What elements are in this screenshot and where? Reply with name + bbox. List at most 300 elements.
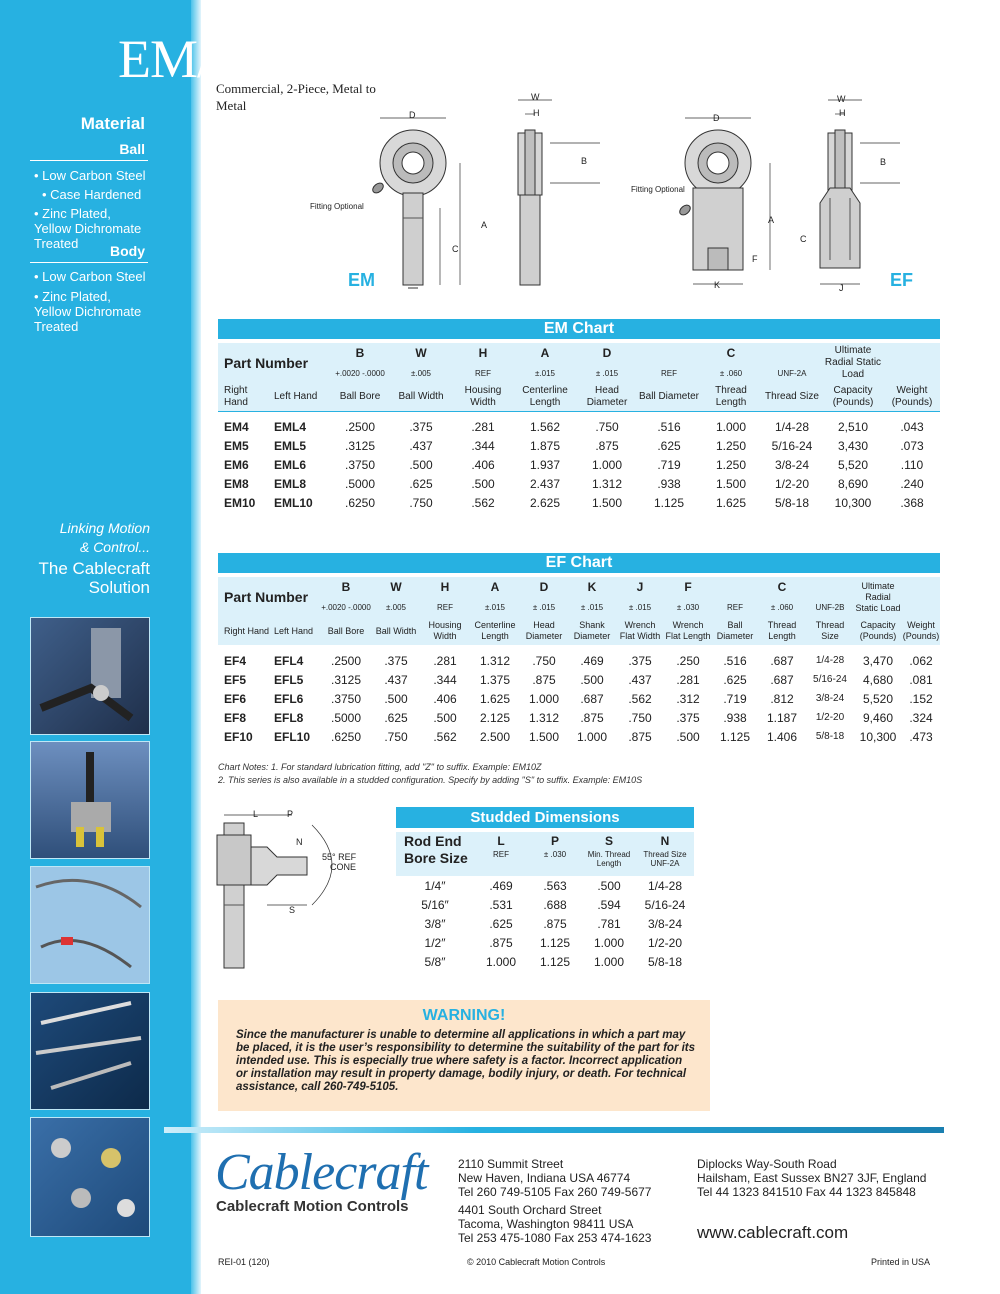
desc-ball-bore: Ball Bore [339, 390, 381, 402]
rod-end-header: Rod End [404, 833, 462, 849]
cell: EF5 [224, 672, 247, 687]
cell: EFL4 [274, 653, 304, 668]
cell: .750 [532, 653, 556, 668]
cell: .625 [384, 710, 408, 725]
address-tacoma [458, 1203, 651, 1245]
ball-item-3: • Zinc Plated, Yellow Dichromate Treated [34, 206, 142, 251]
cell: 2.437 [529, 476, 561, 491]
divider [30, 262, 148, 263]
right-hand-header: Right Hand [224, 625, 270, 636]
cell: .500 [384, 691, 408, 706]
cell: .750 [384, 729, 408, 744]
address-line: Tacoma, Washington 98411 USA [458, 1217, 634, 1231]
cell: .938 [657, 476, 681, 491]
table-row [218, 651, 940, 670]
cell: .375 [628, 653, 652, 668]
part-number-header: Part Number [224, 355, 309, 371]
tol-w: ±.005 [411, 368, 431, 378]
tol-k: ± .015 [580, 602, 604, 612]
cell: 1.000 [576, 729, 608, 744]
studded-dim-p: P [287, 809, 294, 819]
sub-l: REF [493, 850, 509, 859]
ef-chart-title: EF Chart [218, 553, 940, 573]
desc-wrench-flat-length: Wrench Flat Length [665, 620, 711, 641]
cell: .473 [909, 729, 933, 744]
studded-title: Studded Dimensions [396, 807, 694, 828]
table-row [218, 436, 940, 455]
em-dim-d: D [409, 110, 416, 120]
cell: .500 [433, 710, 457, 725]
cell: EML8 [274, 476, 307, 491]
em-chart-title: EM Chart [218, 319, 940, 339]
cell: 1.125 [539, 935, 571, 950]
desc-ball-width: Ball Width [398, 390, 444, 402]
cell: .6250 [330, 729, 362, 744]
cell: 3/8-24 [647, 916, 683, 931]
cell: .594 [597, 897, 621, 912]
doc-code: REI-01 (120) [218, 1257, 270, 1267]
sub-n: Thread Size UNF-2A [643, 850, 687, 868]
desc-ball-bore: Ball Bore [327, 625, 365, 636]
cell: .750 [409, 495, 433, 510]
ef-side-view [820, 100, 900, 284]
cell: .516 [723, 653, 747, 668]
cell: .781 [597, 916, 621, 931]
code-d: D [539, 580, 549, 594]
left-hand-header: Left Hand [274, 625, 314, 636]
tol-a: ±.015 [485, 602, 505, 612]
cell: .562 [471, 495, 495, 510]
studded-dim-l: L [253, 809, 259, 819]
cell: .875 [595, 438, 619, 453]
tagline-3: The Cablecraft [38, 559, 150, 578]
cell: .875 [628, 729, 652, 744]
cell: .562 [433, 729, 457, 744]
cell: .875 [580, 710, 604, 725]
photo-cable-controls [30, 617, 150, 735]
cell: 1/2″ [424, 935, 446, 950]
desc-thread-size: Thread Size [765, 390, 819, 402]
website-link[interactable]: www.cablecraft.com [697, 1223, 849, 1242]
address-line: Hailsham, East Sussex BN27 3JF, England [697, 1171, 927, 1185]
cell: .500 [597, 878, 621, 893]
cell: .500 [471, 476, 495, 491]
desc-thread-length: Thread Length [715, 384, 747, 408]
sub-s: Min. Thread Length [587, 850, 631, 868]
cell: .437 [628, 672, 652, 687]
address-line: 2110 Summit Street [458, 1157, 564, 1171]
cell: .875 [543, 916, 567, 931]
cell: 5,520 [837, 457, 869, 472]
cell: .281 [433, 653, 457, 668]
code-b: B [341, 580, 351, 594]
cell: 3,470 [862, 653, 894, 668]
em-front-view [371, 118, 460, 288]
ef-dim-f: F [752, 254, 758, 264]
cell: 1.500 [591, 495, 623, 510]
cell: .375 [384, 653, 408, 668]
cell: 4,680 [862, 672, 894, 687]
cell: .110 [900, 457, 924, 472]
ef-dim-b: B [880, 157, 887, 167]
cell: 5/16″ [421, 897, 449, 912]
cell: 10,300 [834, 495, 872, 510]
code-blank [712, 577, 758, 597]
em-dim-b: B [581, 156, 588, 166]
ultimate-header: Ultimate Radial Static Load [855, 580, 901, 613]
tol-thread: UNF-2A [777, 368, 807, 378]
tol-thread: UNF-2B [815, 602, 845, 612]
studded-table [396, 832, 694, 971]
address-line: Tel 44 1323 841510 Fax 44 1323 845848 [697, 1185, 916, 1199]
cell: .875 [532, 672, 556, 687]
tol-j: ± .015 [628, 602, 652, 612]
code-w: W [390, 580, 402, 594]
cell: EFL5 [274, 672, 304, 687]
table-row [218, 708, 940, 727]
desc-shank-diameter: Shank Diameter [573, 620, 611, 641]
tol-f: ± .030 [676, 602, 700, 612]
cell: 1.000 [528, 691, 560, 706]
em-desc-row [218, 383, 940, 411]
ef-dim-h: H [839, 108, 846, 118]
cell: .469 [489, 878, 513, 893]
cell: .368 [900, 495, 924, 510]
table-row [396, 876, 694, 895]
table-row [218, 727, 940, 746]
address-line: New Haven, Indiana USA 46774 [458, 1171, 631, 1185]
cell: .2500 [344, 419, 376, 434]
cell: 1/2-20 [815, 712, 845, 723]
cell: 1.125 [719, 729, 751, 744]
rod-end-diagrams [300, 88, 960, 298]
cell: 1.562 [529, 419, 561, 434]
code-a: A [490, 580, 500, 594]
em-label: EM [348, 270, 375, 290]
cell: .516 [657, 419, 681, 434]
cell: 1.187 [766, 710, 798, 725]
code-j: J [636, 580, 644, 594]
sub-p: ± .030 [543, 850, 567, 859]
cell: EML10 [274, 495, 313, 510]
cablecraft-logo: Cablecraft [215, 1144, 428, 1201]
cell: .043 [900, 419, 924, 434]
cell: .5000 [344, 476, 376, 491]
ultimate-header: Ultimate Radial Static Load [824, 345, 882, 380]
cell: .5000 [330, 710, 362, 725]
cell: EML6 [274, 457, 307, 472]
cell: .750 [595, 419, 619, 434]
photo-rod-ends [30, 1117, 150, 1237]
code-w: W [415, 346, 427, 360]
cell: 2,510 [837, 419, 869, 434]
cell: .062 [909, 653, 933, 668]
cell: .719 [657, 457, 681, 472]
cell: 5/8″ [424, 954, 446, 969]
cell: 3/8-24 [815, 693, 845, 704]
tol-c: ± .060 [770, 602, 794, 612]
cell: .687 [770, 672, 794, 687]
code-l: L [497, 834, 505, 848]
cell: 2.625 [529, 495, 561, 510]
cell: .281 [676, 672, 700, 687]
photo-rod-ends-art [31, 1118, 149, 1236]
cell: 1.250 [715, 438, 747, 453]
address-line: Tel 260 749-5105 Fax 260 749-5677 [458, 1185, 652, 1199]
cone-label-2: CONE [330, 862, 357, 872]
cell: EM6 [224, 457, 249, 472]
cell: .437 [409, 438, 433, 453]
page-title: EM/EF [118, 29, 273, 89]
tol-w: ±.005 [386, 602, 406, 612]
desc-housing-width: Housing Width [428, 620, 462, 641]
desc-ball-diameter: Ball Diameter [638, 390, 700, 402]
cell: 1.625 [715, 495, 747, 510]
footer-rule [164, 1127, 944, 1133]
studded-diagram [212, 805, 387, 975]
chart-note-2: 2. This series is also available in a studded configuration. Specify by adding "S" to suffix. Example: EM10S [218, 775, 643, 785]
cell: 1.000 [715, 419, 747, 434]
cell: .375 [409, 419, 433, 434]
cell: .719 [723, 691, 747, 706]
tol-ref: REF [661, 368, 677, 378]
desc-housing-width: Housing Width [464, 384, 502, 408]
cell: .750 [628, 710, 652, 725]
cell: 1.312 [528, 710, 560, 725]
tol-d: ± .015 [532, 602, 556, 612]
cell: 1/4-28 [647, 878, 683, 893]
table-row [218, 689, 940, 708]
page-subtitle: Commercial, 2-Piece, Metal to Metal [216, 81, 376, 113]
part-number-header: Part Number [224, 589, 309, 605]
ball-item-1: • Low Carbon Steel [34, 168, 146, 183]
table-row [396, 933, 694, 952]
table-row [218, 493, 940, 512]
code-c: C [777, 580, 787, 594]
cell: 1/4-28 [774, 419, 810, 434]
cell: EF4 [224, 653, 247, 668]
warning-text: Since the manufacturer is unable to determine all applications in which a part may be placed, it is the user’s responsibility to determine the suitability of the part for its intended use. This is especially true where safety is a factor. Incorrect application or installation may result in property damage, bodily injury, or death. For technical assistance, call 260-749-5105. [236, 1029, 696, 1093]
photo-cable-controls-art [31, 618, 149, 734]
code-h: H [440, 580, 450, 594]
sidebar-edge [191, 0, 201, 1294]
cell: 1.875 [529, 438, 561, 453]
cell: 1.500 [528, 729, 560, 744]
cell: 1.625 [479, 691, 511, 706]
cell: .812 [770, 691, 794, 706]
cell: .625 [489, 916, 513, 931]
ef-dim-c: C [800, 234, 807, 244]
code-blank [806, 577, 854, 597]
left-hand-header: Left Hand [274, 390, 318, 402]
ball-heading: Ball [119, 141, 145, 157]
cell: EFL6 [274, 691, 304, 706]
cell: .3125 [344, 438, 376, 453]
table-row [218, 455, 940, 474]
ef-dim-d: D [713, 113, 720, 123]
photo-joystick-art [31, 742, 149, 858]
ef-dim-j: J [839, 283, 844, 293]
bore-size-header: Bore Size [404, 850, 468, 866]
ef-header-row-2 [218, 597, 940, 617]
cell: .3750 [330, 691, 362, 706]
cell: 5/8-18 [647, 954, 683, 969]
tol-h: REF [475, 368, 491, 378]
cell: 3,430 [837, 438, 869, 453]
cell: EF10 [224, 729, 253, 744]
cell: .344 [433, 672, 457, 687]
ef-desc-row [218, 617, 940, 645]
photo-linkages-art [31, 993, 149, 1109]
tagline-2: & Control... [79, 539, 150, 555]
em-header-row-1 [218, 343, 940, 363]
tagline-4: Solution [88, 578, 150, 597]
cell: EF8 [224, 710, 247, 725]
cell: .6250 [344, 495, 376, 510]
cell: 10,300 [859, 729, 897, 744]
cell: .073 [900, 438, 924, 453]
code-s: S [604, 834, 613, 848]
desc-head-diameter: Head Diameter [586, 384, 628, 408]
company-name: Cablecraft Motion Controls [216, 1198, 409, 1215]
code-f: F [684, 580, 692, 594]
table-row [218, 474, 940, 493]
cell: .500 [409, 457, 433, 472]
cell: 1.125 [653, 495, 685, 510]
address-line: Diplocks Way-South Road [697, 1157, 837, 1171]
cell: EM8 [224, 476, 249, 491]
desc-centerline-length: Centerline Length [474, 620, 516, 641]
cell: .687 [770, 653, 794, 668]
cell: EFL8 [274, 710, 304, 725]
material-heading: Material [80, 114, 145, 133]
em-fitting-optional: Fitting Optional [310, 202, 364, 211]
em-dim-a: A [481, 220, 488, 230]
cell: .3125 [330, 672, 362, 687]
cell: EM4 [224, 419, 249, 434]
ef-dim-a: A [768, 215, 775, 225]
photo-cables-art [31, 867, 149, 983]
ball-item-2: • Case Hardened [42, 187, 142, 202]
code-blank [762, 343, 822, 363]
tol-a: ±.015 [535, 368, 555, 378]
cell: 1.375 [479, 672, 511, 687]
table-row [218, 417, 940, 436]
cell: .437 [384, 672, 408, 687]
address-line: 4401 South Orchard Street [458, 1203, 602, 1217]
tol-d: ± .015 [595, 368, 619, 378]
studded-dim-s: S [289, 905, 296, 915]
desc-capacity: Capacity (Pounds) [859, 620, 897, 641]
cell: .500 [676, 729, 700, 744]
code-d: D [602, 346, 612, 360]
desc-thread-length: Thread Length [767, 620, 797, 641]
cell: .406 [433, 691, 457, 706]
em-dim-c: C [452, 244, 459, 254]
tagline-1: Linking Motion [59, 520, 150, 536]
table-row [396, 914, 694, 933]
cell: 3/8-24 [774, 457, 810, 472]
cell: EML5 [274, 438, 307, 453]
cell: EFL10 [274, 729, 311, 744]
desc-wrench-flat-width: Wrench Flat Width [619, 620, 661, 641]
cell: 1.000 [593, 954, 625, 969]
cell: .152 [909, 691, 933, 706]
cell: .375 [676, 710, 700, 725]
cell: 1.000 [485, 954, 517, 969]
right-hand-header: Right Hand [224, 384, 248, 408]
body-item-1: • Low Carbon Steel [34, 269, 146, 284]
em-side-view [518, 100, 600, 285]
em-chart-table [218, 343, 940, 512]
cell: .562 [628, 691, 652, 706]
cell: .563 [543, 878, 567, 893]
photo-cables [30, 866, 150, 984]
tol-ref: REF [727, 602, 743, 612]
cell: EF6 [224, 691, 247, 706]
address-line: Tel 253 475-1080 Fax 253 474-1623 [458, 1231, 652, 1245]
body-heading: Body [110, 243, 145, 259]
cell: .875 [489, 935, 513, 950]
cell: .2500 [330, 653, 362, 668]
cell: 5,520 [862, 691, 894, 706]
cell: 1/4″ [424, 878, 446, 893]
warning-title: WARNING! [422, 1007, 506, 1024]
ef-dim-k: K [714, 280, 721, 290]
ef-label: EF [890, 270, 914, 290]
cell: .500 [580, 672, 604, 687]
cell: .081 [909, 672, 933, 687]
cell: .531 [489, 897, 513, 912]
cell: 1.500 [715, 476, 747, 491]
cell: 1/2-20 [647, 935, 683, 950]
cell: .625 [723, 672, 747, 687]
tol-b: +.0020 -.0000 [335, 368, 385, 378]
cell: 5/16-24 [813, 674, 847, 685]
cell: 1.000 [593, 935, 625, 950]
cell: 1.937 [529, 457, 561, 472]
studded-header-row-2 [396, 850, 694, 876]
cell: 5/16-24 [644, 897, 686, 912]
cell: 2.500 [479, 729, 511, 744]
cell: .250 [676, 653, 700, 668]
cell: .344 [471, 438, 495, 453]
cell: .469 [580, 653, 604, 668]
desc-ball-diameter: Ball Diameter [716, 620, 754, 641]
cell: .938 [723, 710, 747, 725]
tol-b: +.0020 -.0000 [321, 602, 371, 612]
cell: 1/2-20 [774, 476, 810, 491]
code-k: K [587, 580, 597, 594]
code-p: P [550, 834, 559, 848]
cell: 1.406 [766, 729, 798, 744]
code-blank [638, 343, 700, 363]
ef-header-row-1 [218, 577, 940, 597]
cell: .688 [543, 897, 567, 912]
cell: 5/8-18 [774, 495, 810, 510]
cell: 5/16-24 [771, 438, 813, 453]
desc-thread-size: Thread Size [815, 620, 845, 641]
desc-weight: Weight (Pounds) [891, 384, 933, 408]
cell: .625 [657, 438, 681, 453]
code-a: A [540, 346, 550, 360]
em-dim-w: W [531, 92, 540, 102]
cell: .625 [409, 476, 433, 491]
cell: 5/8-18 [815, 731, 845, 742]
cell: .240 [900, 476, 924, 491]
cell: 8,690 [837, 476, 869, 491]
cell: 1.000 [591, 457, 623, 472]
